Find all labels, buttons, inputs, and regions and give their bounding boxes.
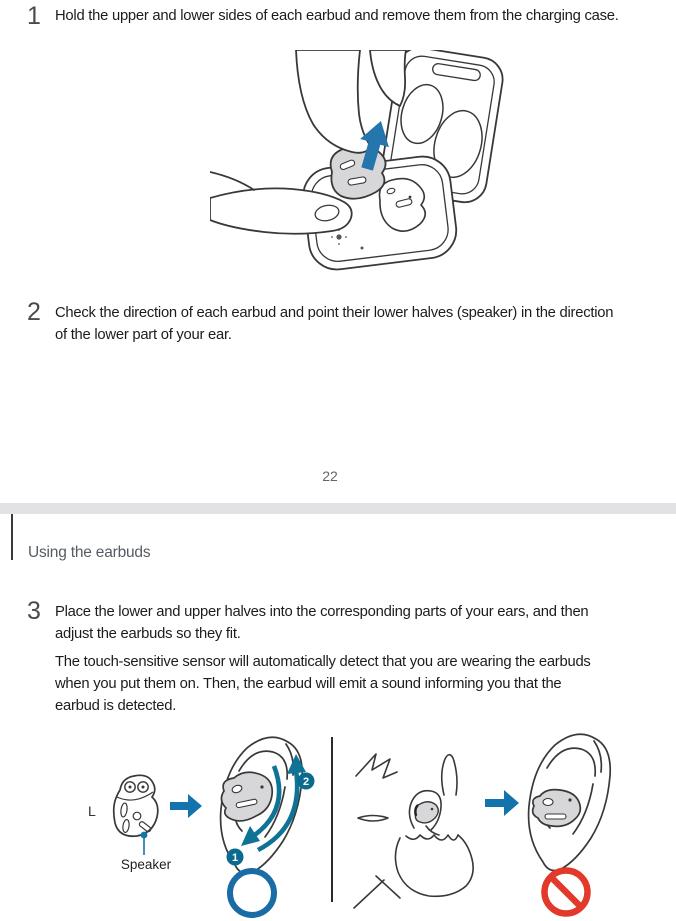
person-illustration [354,754,473,908]
text-line: of the lower part of your ear. [55,327,232,343]
step-1-number: 1 [27,2,41,30]
text-line: Hold the upper and lower sides of each earbud and remove them from the charging case. [55,8,619,24]
wear-correct-illustration [60,728,332,921]
speaker-callout [121,832,172,872]
section-header: Using the earbuds [28,544,151,561]
text-line: Place the lower and upper halves into the corresponding parts of your ears, and then [55,604,589,620]
arrowhead-up [287,754,306,774]
text-line: Check the direction of each earbud and point their lower halves (speaker) in the direction [55,305,614,321]
correct-icon [230,871,274,915]
badge-1-label: 1 [231,852,239,864]
charging-case-illustration [210,50,510,290]
earbud-in-hand [415,802,438,823]
step-3-number: 3 [27,597,41,625]
figure-wear-incorrect [340,728,676,921]
direction-arrow-right-icon [485,790,519,816]
text-line: earbud is detected. [55,698,177,714]
prohibited-icon [545,871,588,914]
earbud-in-ear [221,772,272,821]
step-3-text [55,601,591,717]
figure-remove-from-case [210,50,510,290]
badge-2-label: 2 [302,776,310,788]
step-2-number: 2 [27,298,41,326]
earbud-front-diagram [114,775,158,836]
step-1-text [55,5,619,27]
step-3-note [55,651,591,717]
step-badge-2 [298,773,315,790]
speaker-label: Speaker [120,857,172,872]
step-2-text [55,302,613,346]
text-line: adjust the earbuds so they fit. [55,626,241,642]
step-badge-1 [227,849,244,866]
page-number: 22 [322,468,338,484]
section-rule [11,514,13,560]
text-line: when you put them on. Then, the earbud will emit a sound informing you that the [55,676,562,692]
figure-divider [331,737,333,902]
earbud-side-label: L [88,803,96,819]
wear-incorrect-illustration [340,728,676,921]
figure-wear-correct [60,728,332,921]
earbud-in-ear-upside-down [533,790,581,827]
page-break-band [0,503,676,514]
direction-arrow-right-icon [170,794,202,818]
text-line: The touch-sensitive sensor will automatically detect that you are wearing the earbuds [55,654,591,670]
